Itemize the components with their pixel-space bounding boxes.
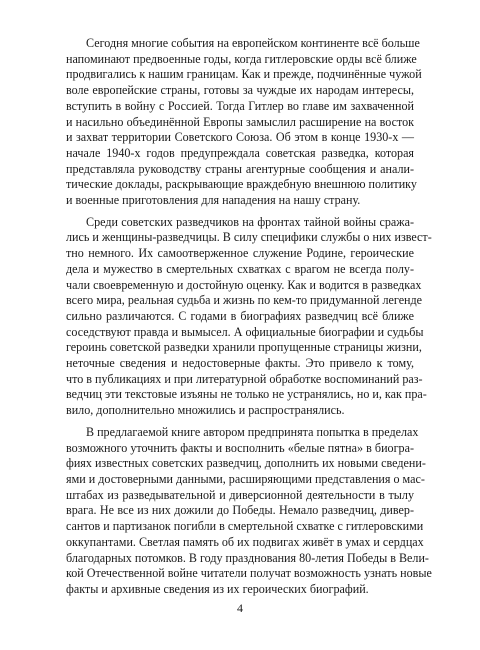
text-line: врага. Не все из них дожили до Победы. Немало разведчиц, дивер- — [66, 503, 414, 518]
text-line: В предлагаемой книге автором предпринята попытка в пределах — [86, 424, 419, 439]
text-line: тические доклады, раскрывающие враждебную внешнюю политику — [66, 177, 417, 192]
text-line: начале 1940-х годов предупреждала советская разведка, которая — [66, 145, 414, 160]
text-line: вило, дополнительно множились и распространялись. — [66, 403, 345, 418]
text-line: фиях известных советских разведчиц, дополнить их новыми сведени- — [66, 456, 426, 471]
text-line: напоминают предвоенные годы, когда гитлеровские орды всё ближе — [66, 51, 417, 66]
text-line: тно немного. Их самоотверженное служение Родине, героические — [66, 246, 414, 261]
text-line: и военные приготовления для нападения на нашу страну. — [66, 193, 361, 208]
paragraph — [66, 214, 432, 419]
body-text — [66, 36, 432, 598]
text-line: сильно различаются. С годами в биографиях разведчиц всё ближе — [66, 308, 414, 323]
text-line: соседствуют правда и вымысел. А официальные биографии и судьбы — [66, 324, 424, 339]
text-line: вступить в войну с Россией. Тогда Гитлер во главе им захваченной — [66, 98, 414, 113]
text-line: представляла руководству страны агентурные сообщения и анали- — [66, 161, 414, 176]
text-line: лись и женщины-разведчицы. В силу специфики службы о них извест- — [66, 230, 432, 245]
text-line: неточные сведения и недостоверные факты. Это привело к тому, — [66, 356, 414, 371]
text-line: сантов и партизанок погибли в смертельной схватке с гитлеровскими — [66, 519, 424, 534]
text-line: кой Отечественной войне читатели получат возможность узнать новые — [66, 566, 432, 581]
paragraph — [66, 36, 422, 209]
text-line: дела и мужество в смертельных схватках с врагом не всегда полу- — [66, 261, 414, 276]
text-line: ведчиц эти текстовые изъяны не только не устранялись, но и, как пра- — [66, 387, 427, 402]
page-number: 4 — [237, 601, 243, 615]
text-line: продвигались к нашим границам. Как и прежде, подчинённые чужой — [66, 67, 422, 82]
text-line: что в публикациях и при литературной обработке воспоминаний раз- — [66, 371, 423, 386]
text-line: штабах из разведывательной и диверсионной деятельности в тылу — [66, 487, 414, 502]
paragraph — [66, 424, 432, 598]
text-line: возможного уточнить факты и восполнить «белые пятна» в биогра- — [66, 440, 414, 455]
text-line: ями и достоверными данными, расширяющими представления о мас- — [66, 471, 425, 486]
text-line: всего мира, реальная судьба и жизнь по кем-то придуманной легенде — [66, 293, 423, 308]
text-line: благодарных потомков. В году празднования 80-летия Победы в Вели- — [66, 550, 429, 565]
text-line: и захват территории Советского Союза. Об этом в конце 1930-х — — [66, 130, 414, 145]
text-line: Среди советских разведчиков на фронтах тайной войны сража- — [86, 214, 414, 229]
text-line: чали своевременную и достойную оценку. Как и водится в разведках — [66, 277, 422, 292]
text-line: факты и архивные сведения из их героических биографий. — [66, 581, 369, 596]
text-line: оккупантами. Светлая память об их подвигах живёт в умах и сердцах — [66, 534, 424, 549]
text-line: Сегодня многие события на европейском континенте всё больше — [86, 36, 420, 50]
text-line: и насильно объединённой Европы замыслил расширение на восток — [66, 114, 414, 129]
text-line: воле европейские страны, готовы за чуждые их народам интересы, — [66, 83, 414, 98]
text-line: героинь советской разведки хранили пропущенные страницы жизни, — [66, 340, 422, 355]
